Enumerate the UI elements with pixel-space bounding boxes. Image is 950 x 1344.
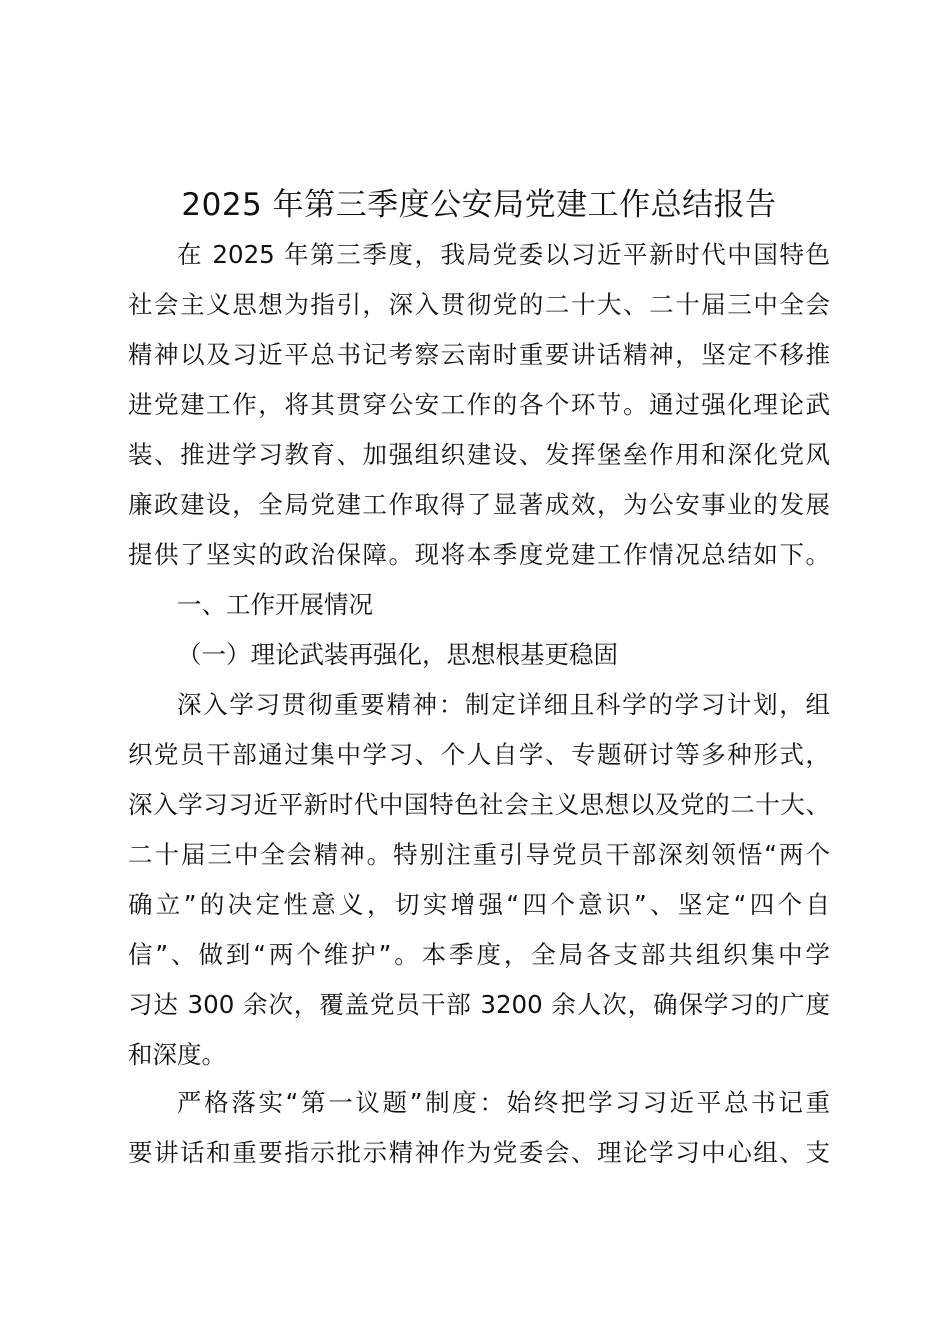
paragraph-line: 严格落实“第一议题”制度：始终把学习习近平总书记重 [177,1088,830,1117]
section-heading: 一、工作开展情况 [177,590,373,619]
paragraph-line: 要讲话和重要指示批示精神作为党委会、理论学习中心组、支 [128,1138,830,1167]
paragraph-line: 社会主义思想为指引，深入贯彻党的二十大、二十届三中全会 [128,290,830,319]
paragraph-line: 廉政建设，全局党建工作取得了显著成效，为公安事业的发展 [128,490,830,519]
paragraph-line: 装、推进学习教育、加强组织建设、发挥堡垒作用和深化党风 [128,440,830,469]
paragraph-line: 习达 300 余次，覆盖党员干部 3200 余人次，确保学习的广度 [128,990,830,1019]
paragraph-line: 提供了坚实的政治保障。现将本季度党建工作情况总结如下。 [128,540,830,569]
document-title: 2025 年第三季度公安局党建工作总结报告 [181,187,777,223]
subsection-heading: （一）理论武装再强化，思想根基更稳固 [177,640,618,669]
paragraph-line: 和深度。 [128,1040,226,1069]
paragraph-line: 在 2025 年第三季度，我局党委以习近平新时代中国特色 [177,240,830,269]
paragraph-line: 深入学习习近平新时代中国特色社会主义思想以及党的二十大、 [128,790,830,819]
paragraph-line: 深入学习贯彻重要精神：制定详细且科学的学习计划，组 [177,690,830,719]
paragraph-line: 精神以及习近平总书记考察云南时重要讲话精神，坚定不移推 [128,340,830,369]
paragraph-line: 进党建工作，将其贯穿公安工作的各个环节。通过强化理论武 [128,390,830,419]
paragraph-line: 织党员干部通过集中学习、个人自学、专题研讨等多种形式， [128,740,830,769]
paragraph-line: 二十届三中全会精神。特别注重引导党员干部深刻领悟“两个 [128,840,830,869]
paragraph-line: 信”、做到“两个维护”。本季度，全局各支部共组织集中学 [128,940,830,969]
paragraph-line: 确立”的决定性意义，切实增强“四个意识”、坚定“四个自 [128,890,830,919]
